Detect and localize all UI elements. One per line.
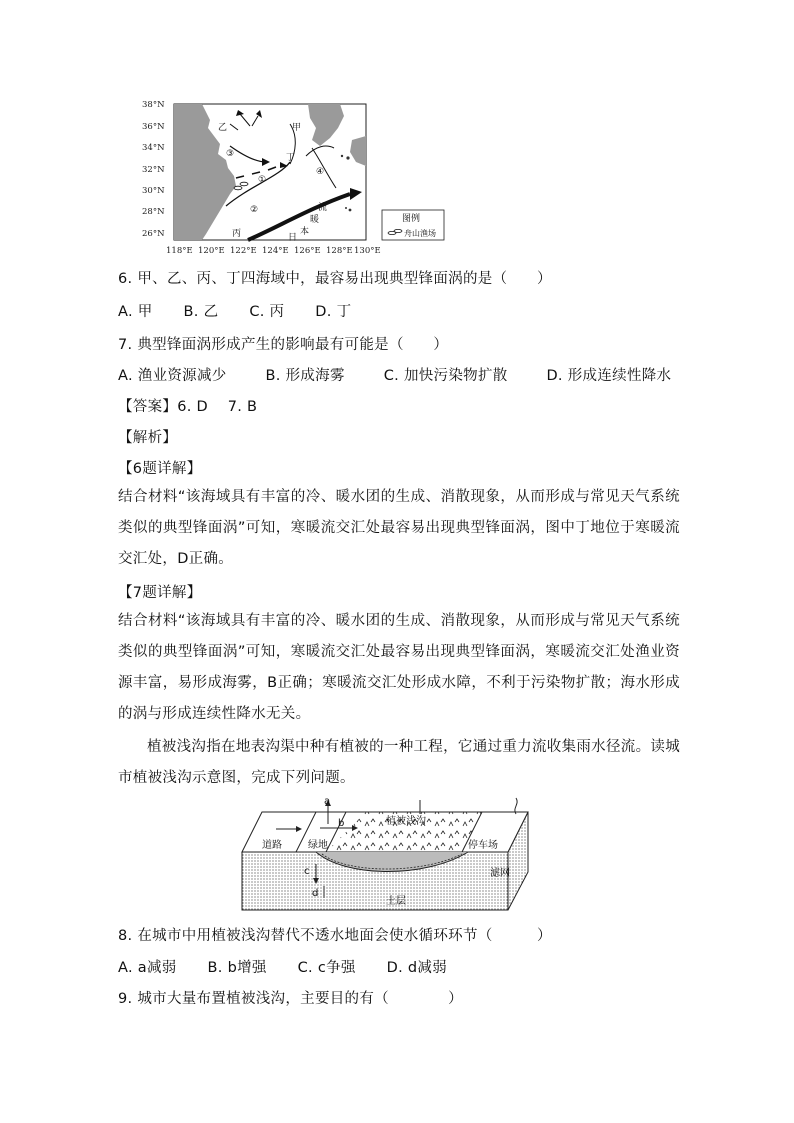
lat-label: 28°N <box>142 207 165 217</box>
question-8-stem: 8. 在城市中用植被浅沟替代不透水地面会使水循环环节（ ） <box>118 928 552 944</box>
lon-label: 124°E <box>262 246 289 256</box>
swale-diagram <box>236 794 536 912</box>
lon-label: 128°E <box>326 246 353 256</box>
lon-label: 126°E <box>294 246 321 256</box>
sea-label-ding: 丁 <box>286 153 296 163</box>
lat-label: 38°N <box>142 100 165 110</box>
sea-label-yi: 乙 <box>218 123 228 133</box>
current-label: 本 <box>300 227 310 237</box>
lat-label: 30°N <box>142 186 165 196</box>
option-d: D. 丁 <box>315 304 352 320</box>
ocean-map <box>140 96 450 258</box>
answer: 【答案】6. D 7. B <box>118 399 258 415</box>
lon-label: 130°E <box>354 246 381 256</box>
intro-paragraph: 植被浅沟指在地表沟渠中种有植被的一种工程，它通过重力流收集雨水径流。读城市植被浅沟示意图，完成下列问题。 <box>118 739 680 786</box>
analysis-heading: 【解析】 <box>118 430 178 446</box>
option-a: A. 渔业资源减少 <box>118 368 227 384</box>
circle-label: ① <box>258 175 267 185</box>
label-soil-layer: 土层 <box>386 896 406 907</box>
question-9-stem: 9. 城市大量布置植被浅沟，主要目的有（ ） <box>118 991 463 1007</box>
label-parking-lot: 停车场 <box>468 840 498 851</box>
question-6-options <box>118 300 377 321</box>
lon-label: 118°E <box>166 246 193 256</box>
q7-detail-text: 结合材料“该海域具有丰富的冷、暖水团的生成、消散现象，从而形成与常见天气系统类似的典型锋面涡”可知，寒暖流交汇处最容易出现典型锋面涡，寒暖流交汇处渔业资源丰富，易形成海雾，B正确；寒暖流交汇处形成水障，不利于污染物扩散；海水形成的涡与形成连续性降水无关。 <box>118 613 680 722</box>
q6-detail-heading: 【6题详解】 <box>118 461 202 477</box>
lon-label: 122°E <box>230 246 257 256</box>
current-label: 流 <box>318 203 328 213</box>
current-label: 暖 <box>310 215 320 225</box>
lon-label: 120°E <box>198 246 225 256</box>
option-a: A. 甲 <box>118 304 153 320</box>
letter-b: b <box>338 818 345 829</box>
lat-label: 34°N <box>142 143 165 153</box>
label-road: 道路 <box>262 840 282 851</box>
current-label: 日 <box>288 233 298 243</box>
option-c: C. c争强 <box>297 960 356 976</box>
question-7-stem: 7. 典型锋面涡形成产生的影响最有可能是（ ） <box>118 337 449 353</box>
letter-a: a <box>324 796 331 807</box>
ocean-map-figure <box>140 96 450 258</box>
option-c: C. 加快污染物扩散 <box>383 368 508 384</box>
option-d: D. d减弱 <box>386 960 448 976</box>
letter-c: c <box>304 866 310 877</box>
label-vegetation-swale: 植被浅沟 <box>386 816 426 827</box>
option-d: D. 形成连续性降水 <box>546 368 672 384</box>
label-green-space: 绿地 <box>308 840 328 851</box>
circle-label: ② <box>250 205 259 215</box>
sea-label-bing: 丙 <box>232 229 242 239</box>
sea-label-jia: 甲 <box>292 123 302 133</box>
q6-detail-text: 结合材料“该海域具有丰富的冷、暖水团的生成、消散现象，从而形成与常见天气系统类似的典型锋面涡”可知，寒暖流交汇处最容易出现典型锋面涡，图中丁地位于寒暖流交汇处，D正确。 <box>118 489 680 567</box>
legend-item: 舟山渔场 <box>404 229 436 238</box>
question-6-stem: 6. 甲、乙、丙、丁四海域中，最容易出现典型锋面涡的是（ ） <box>118 271 552 287</box>
lat-label: 32°N <box>142 165 165 175</box>
circle-label: ③ <box>226 149 235 159</box>
lat-label: 26°N <box>142 229 165 239</box>
option-c: C. 丙 <box>249 304 285 320</box>
question-7-options <box>118 364 705 385</box>
option-b: B. 形成海雾 <box>265 368 345 384</box>
legend-title: 图例 <box>402 214 421 224</box>
option-b: B. b增强 <box>207 960 267 976</box>
letter-d: d <box>312 888 319 899</box>
swale-diagram-figure <box>236 794 536 912</box>
lat-label: 36°N <box>142 122 165 132</box>
label-filter-net: 滤网 <box>490 868 510 879</box>
circle-label: ④ <box>316 167 325 177</box>
option-b: B. 乙 <box>183 304 219 320</box>
question-8-options <box>118 956 473 977</box>
option-a: A. a减弱 <box>118 960 177 976</box>
q7-detail-heading: 【7题详解】 <box>118 585 202 601</box>
